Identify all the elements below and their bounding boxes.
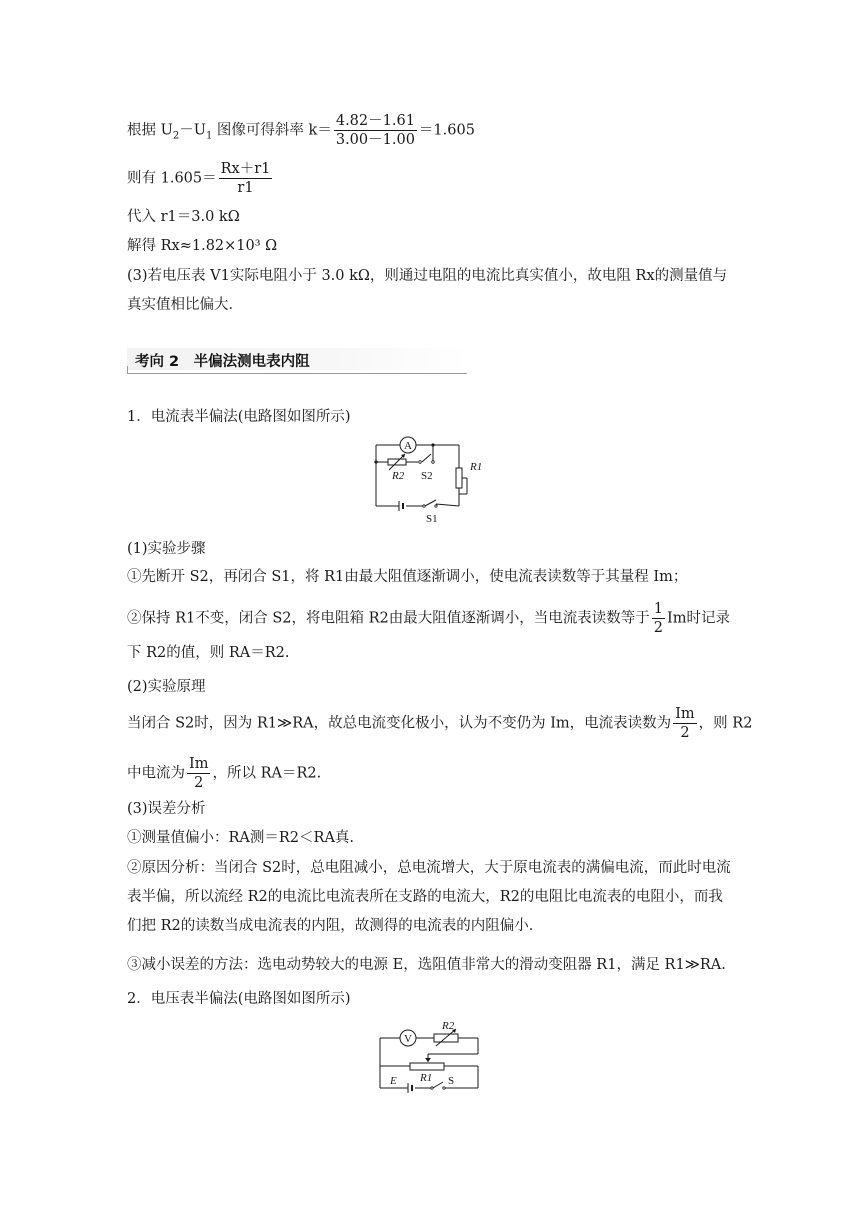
step-2 — [127, 600, 730, 637]
slope-label: 图像可得斜率 k＝ — [212, 122, 332, 139]
s-label: S — [448, 1075, 455, 1087]
error-2: ②原因分析：当闭合 S2时，总电阻减小，总电流增大，大于原电流表的满偏电流，而此时电流表半偏，所以流经 R2的电流比电流表所在支路的电流大，R2的电阻比电流表的电阻小，而我们把 R2的读数当成电流表的内阻，故测得的电流表的内阻偏小． — [127, 860, 731, 934]
r1-slider-arrow — [425, 1058, 431, 1062]
error-note-paragraph: (3)若电压表 V1实际电阻小于 3.0 kΩ，则通过电阻的电流比真实值小，故电阻 Rx的测量值与真实值相比偏大． — [127, 268, 728, 313]
r2-label-2: R2 — [442, 1020, 455, 1032]
slope-fraction — [334, 112, 417, 149]
half-denominator: 2 — [653, 620, 664, 636]
solve-line: 解得 Rx≈1.82×10³ Ω — [127, 238, 278, 254]
im-half-fraction-2 — [187, 755, 210, 792]
part2-heading: 2．电压表半偏法(电路图如图所示) — [127, 991, 351, 1007]
step-2-continued: 下 R2的值，则 RA＝R2. — [127, 645, 290, 661]
slope-result: ＝1.605 — [418, 122, 475, 139]
principle-line-2-tail: ，所以 RA＝R2. — [212, 765, 322, 782]
im-numerator: Im — [675, 706, 695, 722]
step-2-tail: Im时记录 — [667, 610, 730, 627]
principle-line-2-text: 中电流为 — [127, 765, 185, 782]
substitute-line: 代入 r1＝3.0 kΩ — [127, 209, 240, 225]
im-half-fraction — [673, 705, 696, 742]
slope-text: 根据 U — [127, 122, 173, 139]
slope-minus: －U — [179, 122, 206, 139]
ammeter-circuit-diagram — [370, 434, 494, 530]
voltmeter-circuit-diagram — [374, 1016, 486, 1098]
principle-line-1 — [127, 705, 752, 742]
slope-denominator: 3.00－1.00 — [335, 132, 415, 148]
r1-label-2: R1 — [420, 1072, 433, 1084]
u2-subscript: 2 — [172, 130, 180, 142]
r2-label: R2 — [392, 470, 405, 482]
section-header — [127, 346, 467, 376]
im-denominator-2: 2 — [194, 775, 204, 791]
error-title: (3)误差分析 — [127, 801, 206, 817]
error-1: ①测量值偏小：RA测＝R2＜RA真. — [127, 830, 355, 846]
e-label: E — [390, 1075, 397, 1087]
section-underline — [127, 373, 467, 374]
u1-subscript: 1 — [205, 130, 213, 142]
ratio-equation — [127, 160, 274, 197]
principle-text: 当闭合 S2时，因为 R1≫RA，故总电流变化极小，认为不变仍为 Im，电流表读数为 — [127, 715, 672, 732]
slope-numerator: 4.82－1.61 — [335, 113, 415, 129]
steps-title: (1)实验步骤 — [127, 541, 206, 557]
ratio-denominator: r1 — [237, 180, 254, 196]
error-3: ③减小误差的方法：选电动势较大的电源 E，选阻值非常大的滑动变阻器 R1，满足 R1≫RA. — [127, 957, 726, 973]
section-title: 考向 2 半偏法测电表内阻 — [135, 354, 310, 370]
principle-tail: ，则 R2 — [698, 715, 753, 732]
voltmeter-label: V — [404, 1033, 412, 1045]
section-tick — [127, 366, 128, 374]
ammeter-label: A — [404, 440, 412, 452]
s2-label: S2 — [421, 470, 433, 482]
ratio-prefix: 则有 1.605＝ — [127, 170, 217, 187]
principle-title: (2)实验原理 — [127, 679, 206, 695]
im-denominator: 2 — [680, 725, 690, 741]
step-1: ①先断开 S2，再闭合 S1，将 R1由最大阻值逐渐调小，使电流表读数等于其量程 Im； — [127, 569, 688, 585]
step-2-text: ②保持 R1不变，闭合 S2，将电阻箱 R2由最大阻值逐渐调小，当电流表读数等于 — [127, 610, 650, 627]
r1-label: R1 — [470, 461, 483, 473]
ratio-fraction — [219, 160, 273, 197]
ratio-numerator: Rx＋r1 — [220, 161, 271, 177]
part1-heading: 1．电流表半偏法(电路图如图所示) — [127, 409, 351, 425]
half-fraction — [652, 600, 665, 637]
im-numerator-2: Im — [189, 756, 209, 772]
s1-label: S1 — [426, 513, 438, 525]
slope-equation — [127, 112, 475, 149]
principle-line-2 — [127, 755, 321, 792]
half-numerator: 1 — [653, 601, 664, 617]
